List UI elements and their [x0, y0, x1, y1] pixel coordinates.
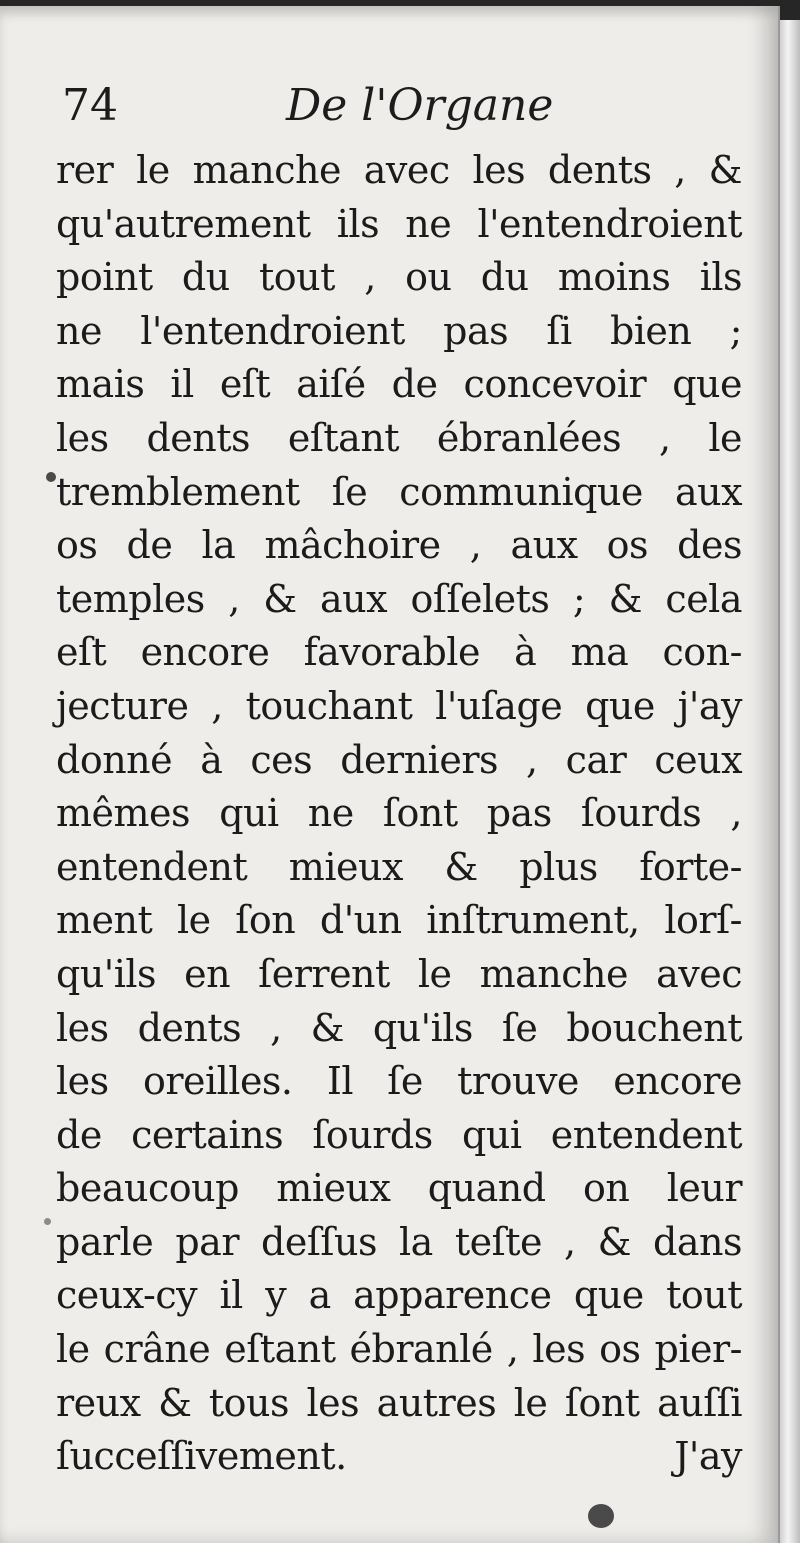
text-line: temples , & aux oſſelets ; & cela	[56, 576, 742, 621]
ink-speck	[44, 1218, 51, 1225]
running-title: De l'Organe	[286, 80, 554, 131]
text-line: les oreilles. Il ſe trouve encore	[56, 1059, 742, 1104]
text-line: rer le manche avec les dents , &	[56, 148, 742, 192]
text-line: jecture , touchant l'uſage que j'ay	[56, 683, 742, 728]
ink-speck	[588, 1504, 614, 1528]
adjacent-page-edge	[780, 20, 800, 1543]
text-line: qu'autrement ils ne l'entendroient	[56, 201, 742, 246]
text-line: le crâne eſtant ébranlé , les os pier-	[56, 1327, 742, 1372]
text-line: tremblement ſe communique aux	[56, 469, 742, 514]
text-line: ne l'entendroient pas ſi bien ;	[56, 308, 742, 353]
text-line: parle par deſſus la teſte , & dans	[56, 1219, 742, 1264]
text-line: donné à ces derniers , car ceux	[56, 737, 742, 782]
text-line: ment le ſon d'un inſtrument, lorſ-	[56, 898, 742, 943]
text-line: entendent mieux & plus forte-	[56, 844, 742, 889]
text-line: beaucoup mieux quand on leur	[56, 1166, 742, 1211]
running-head	[62, 78, 732, 138]
text-line: eſt encore favorable à ma con-	[56, 630, 742, 675]
text-line: os de la mâchoire , aux os des	[56, 523, 742, 568]
book-page	[0, 6, 780, 1543]
text-line: ceux-cy il y a apparence que tout	[56, 1273, 742, 1318]
text-line: de certains ſourds qui entendent	[56, 1112, 742, 1157]
body-text	[56, 144, 742, 1484]
text-line: mêmes qui ne ſont pas ſourds ,	[56, 791, 742, 836]
text-line: mais il eſt aiſé de concevoir que	[56, 362, 742, 407]
page-number: 74	[62, 80, 118, 131]
text-line: les dents , & qu'ils ſe bouchent	[56, 1005, 742, 1050]
ink-speck	[46, 472, 56, 482]
text-line-catchword: ſucceſſivement. J'ay	[56, 1434, 742, 1479]
text-line: qu'ils en ſerrent le manche avec	[56, 951, 742, 996]
text-line: reux & tous les autres le ſont auſſi	[56, 1380, 742, 1425]
text-line: point du tout , ou du moins ils	[56, 255, 742, 300]
text-line: les dents eſtant ébranlées , le	[56, 415, 742, 460]
